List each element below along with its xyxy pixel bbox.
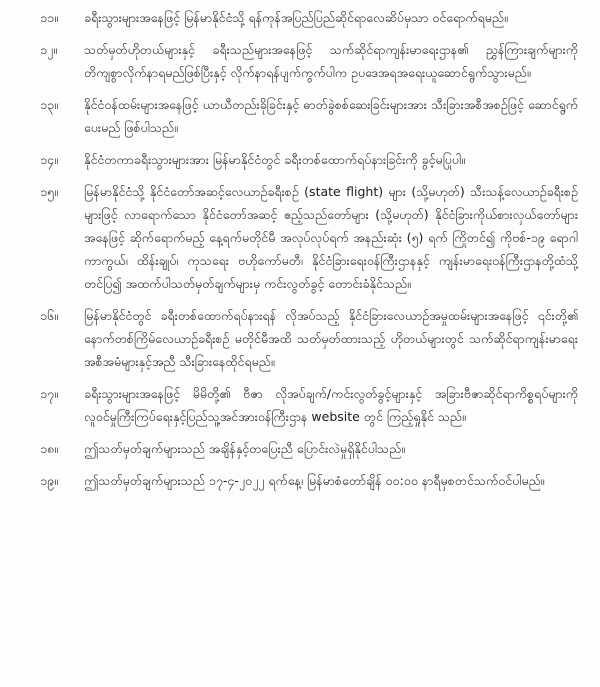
paragraph-text: ခရီးသွားများအနေဖြင့် မိမိတို့၏ ဗီဇာ လိုအပ်ချက်/ကင်းလွတ်ခွင့်များနှင့် အခြားဗီဇာဆိုင်ရာကိစ္စရပ်များကို လူဝင်မှုကြီးကြပ်ရေးနှင့်ပြည်သူ့အင်အားဝန်ကြီးဌာန website တွင် ကြည့်ရှုနိုင် သည်။ xyxy=(84,386,578,424)
paragraph-18 xyxy=(40,437,578,460)
paragraph-text: နိုင်ငံဝန်ထမ်းများအနေဖြင့် ယာယီတည်းခိုခြင်းနှင့် ဓာတ်ခွဲစစ်ဆေးခြင်းများအား သီးခြားအစီအစဉ်ဖြင့် ဆောင်ရွက်ပေးမည် ဖြစ်ပါသည်။ xyxy=(84,97,578,135)
paragraph-text: မြန်မာနိုင်ငံသို့ နိုင်ငံတော်အဆင့်လေယာဉ်ခရီးစဉ် (state flight) များ (သို့မဟုတ်) သီးသန့်လေယာဉ်ခရီးစဉ်များဖြင့် လာရောက်သော နိုင်ငံတော်အဆင့် ဧည့်သည်တော်များ (သို့မဟုတ်) နိုင်ငံခြားကိုယ်စားလှယ်တော်များအနေဖြင့် ဆိုက်ရောက်မည့် နေ့ရက်မတိုင်မီ အလုပ်လုပ်ရက် အနည်းဆုံး (၅) ရက် ကြိုတင်၍ ကိုဗစ်-၁၉ ရောဂါ ကာကွယ်၊ ထိန်းချုပ်၊ ကုသရေး ဗဟိုကော်မတီ၊ နိုင်ငံခြားရေးဝန်ကြီးဌာနနှင့် ကျန်းမာရေးဝန်ကြီးဌာနတို့ထံသို့ တင်ပြ၍ အထက်ပါသတ်မှတ်ချက်များမှ ကင်းလွတ်ခွင့် တောင်းခံနိုင်သည်။ xyxy=(84,184,578,291)
paragraph-number: ၁၅။ xyxy=(40,184,58,199)
paragraph-number: ၁၆။ xyxy=(40,308,58,323)
paragraph-13 xyxy=(40,93,578,139)
paragraph-19 xyxy=(40,469,578,492)
paragraph-17 xyxy=(40,382,578,428)
paragraph-number: ၁၁။ xyxy=(40,10,58,25)
paragraph-text: ဤသတ်မှတ်ချက်များသည် ၁၇-၄-၂၀၂၂ ရက်နေ့၊ မြန်မာစံတော်ချိန် ၀၀:၀၀ နာရီမှစတင်သက်ဝင်ပါမည်။ xyxy=(84,473,545,488)
paragraph-text: သတ်မှတ်ဟိုတယ်များနှင့် ခရီးသည်များအနေဖြင့် သက်ဆိုင်ရာကျန်းမာရေးဌာန၏ ညွှန်ကြားချက်များကို တိကျစွာလိုက်နာရမည်ဖြစ်ပြီးနှင့် လိုက်နာရန်ပျက်ကွက်ပါက ဥပဒေအရအရေးယူဆောင်ရွက်သွားမည်။ xyxy=(84,42,578,80)
paragraph-number: ၁၄။ xyxy=(40,152,58,167)
paragraph-number: ၁၂။ xyxy=(40,42,57,57)
paragraph-15 xyxy=(40,180,578,295)
paragraph-16 xyxy=(40,304,578,373)
paragraph-number: ၁၉။ xyxy=(40,473,58,488)
paragraph-14 xyxy=(40,148,578,171)
paragraph-number: ၁၈။ xyxy=(40,441,58,456)
paragraph-number: ၁၃။ xyxy=(40,97,58,112)
paragraph-text: ဤသတ်မှတ်ချက်များသည် အချိန်နှင့်တပြေးညီ ပြောင်းလဲမှုရှိနိုင်ပါသည်။ xyxy=(84,441,405,456)
paragraph-number: ၁၇။ xyxy=(40,386,58,401)
paragraph-text: မြန်မာနိုင်ငံတွင် ခရီးတစ်ထောက်ရပ်နားရန် လိုအပ်သည့် နိုင်ငံခြားလေယာဉ်အမှုထမ်းများအနေဖြင့် ၎င်းတို့၏ နောက်တစ်ကြိမ်လေယာဉ်ခရီးစဉ် မတိုင်မီအထိ သတ်မှတ်ထားသည့် ဟိုတယ်များတွင် သက်ဆိုင်ရာကျန်းမာရေးအစီအမံများနှင့်အညီ သီးခြားနေထိုင်ရမည်။ xyxy=(84,308,578,369)
paragraph-12 xyxy=(40,38,578,84)
paragraph-11 xyxy=(40,6,578,29)
paragraph-text: နိုင်ငံတကာခရီးသွားများအား မြန်မာနိုင်ငံတွင် ခရီးတစ်ထောက်ရပ်နားခြင်းကို ခွင့်မပြုပါ။ xyxy=(84,152,465,167)
paragraph-text: ခရီးသွားများအနေဖြင့် မြန်မာနိုင်ငံသို့ ရန်ကုန်အပြည်ပြည်ဆိုင်ရာလေဆိပ်မှသာ ဝင်ရောက်ရမည်။ xyxy=(84,10,508,25)
